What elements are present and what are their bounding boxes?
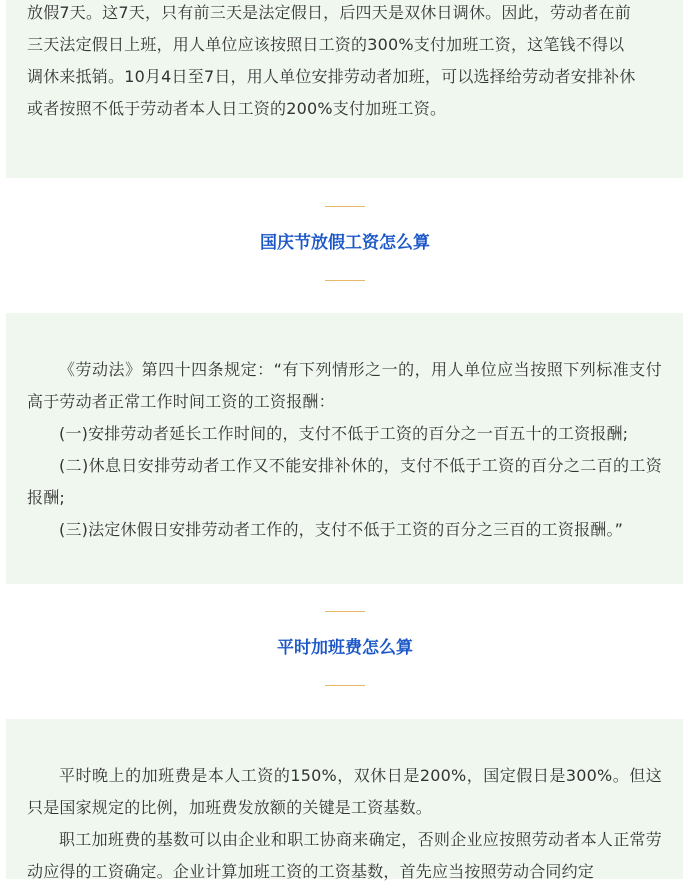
section-header-national-day-pay bbox=[0, 206, 690, 281]
paragraph-line: 三天法定假日上班，用人单位应该按照日工资的300%支付加班工资，这笔钱不得以 bbox=[27, 35, 625, 54]
divider-top bbox=[325, 206, 365, 207]
paragraph-overtime-base: 职工加班费的基数可以由企业和职工协商来确定，否则企业应按照劳动者本人正常劳动应得的工资确定。企业计算加班工资的工资基数，首先应当按照劳动合同约定 bbox=[27, 830, 662, 881]
law-item-2: (二)休息日安排劳动者工作又不能安排补休的，支付不低于工资的百分之二百的工资报酬; bbox=[27, 456, 662, 507]
law-item-1: (一)安排劳动者延长工作时间的，支付不低于工资的百分之一百五十的工资报酬; bbox=[59, 424, 629, 443]
paragraph-line: 放假7天。这7天，只有前三天是法定假日，后四天是双休日调休。因此，劳动者在前 bbox=[27, 3, 631, 22]
article-card-labor-law bbox=[6, 313, 683, 584]
paragraph-line: 调休来抵销。10月4日至7日，用人单位安排劳动者加班，可以选择给劳动者安排补休 bbox=[27, 67, 636, 86]
law-item-3: (三)法定休假日安排劳动者工作的，支付不低于工资的百分之三百的工资报酬。” bbox=[59, 520, 624, 539]
paragraph-overtime-rates: 平时晚上的加班费是本人工资的150%，双休日是200%，国定假日是300%。但这只是国家规定的比例，加班费发放额的关键是工资基数。 bbox=[27, 766, 662, 817]
article-card-overtime-base bbox=[6, 719, 683, 879]
article-card-national-day bbox=[6, 0, 683, 178]
paragraph-line: 或者按照不低于劳动者本人日工资的200%支付加班工资。 bbox=[27, 99, 447, 118]
divider-bottom bbox=[325, 685, 365, 686]
section-title: 国庆节放假工资怎么算 bbox=[260, 233, 430, 253]
divider-top bbox=[325, 611, 365, 612]
section-title: 平时加班费怎么算 bbox=[277, 638, 413, 658]
section-header-regular-overtime bbox=[0, 611, 690, 686]
quote-intro: 《劳动法》第四十四条规定：“有下列情形之一的，用人单位应当按照下列标准支付高于劳动者正常工作时间工资的工资报酬： bbox=[27, 360, 662, 411]
divider-bottom bbox=[325, 280, 365, 281]
